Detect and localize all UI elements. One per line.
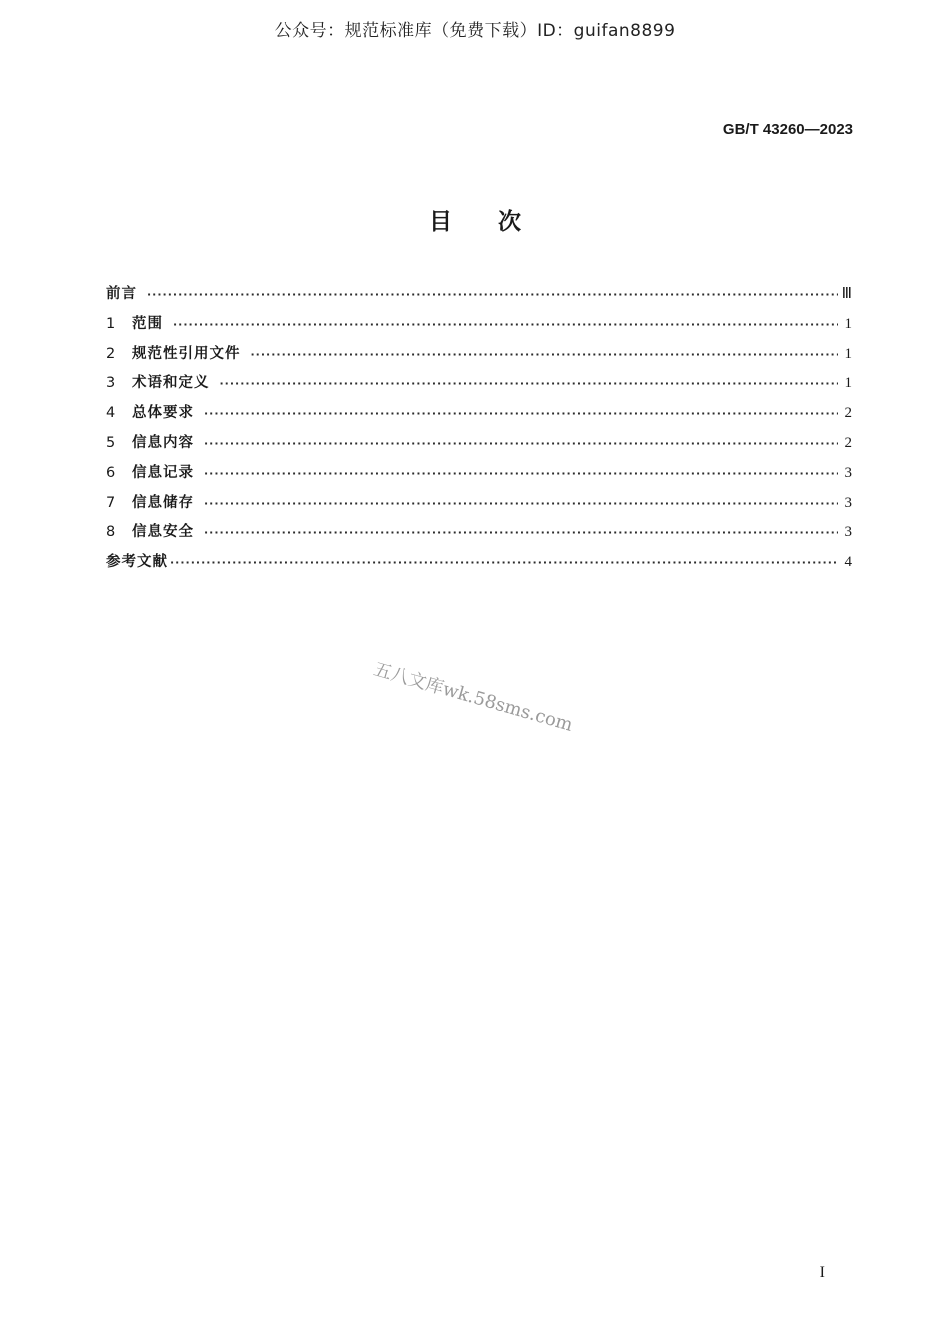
toc-entry-number: 6: [106, 464, 116, 481]
toc-entry-information-recording[interactable]: [106, 461, 852, 491]
toc-entry-normative-references[interactable]: [106, 342, 852, 372]
toc-entry-label: 范围: [132, 315, 163, 332]
table-of-contents: [106, 282, 852, 580]
toc-entry-number: 2: [106, 345, 116, 362]
toc-entry-label: 术语和定义: [132, 375, 210, 392]
toc-entry-label: 总体要求: [132, 405, 194, 422]
toc-dot-leader: [204, 526, 838, 539]
toc-dot-leader: [147, 288, 838, 301]
toc-entry-page: 1: [844, 345, 852, 362]
toc-entry-number: 1: [106, 315, 116, 332]
toc-entry-general-requirements[interactable]: [106, 401, 852, 431]
page-title: 目次: [429, 209, 567, 235]
toc-entry-label: 信息储存: [132, 494, 194, 511]
promo-banner: 公众号：规范标准库（免费下载）ID：guifan8899: [274, 21, 676, 41]
toc-entry-page: 3: [844, 524, 852, 541]
toc-entry-page: 3: [844, 494, 852, 511]
toc-entry-label: 规范性引用文件: [132, 345, 241, 362]
toc-dot-leader: [220, 377, 839, 390]
toc-entry-number: 7: [106, 494, 116, 511]
toc-entry-label: 信息记录: [132, 464, 194, 481]
toc-entry-scope[interactable]: [106, 312, 852, 342]
toc-entry-information-content[interactable]: [106, 431, 852, 461]
toc-entry-number: 8: [106, 524, 116, 541]
toc-dot-leader: [204, 467, 838, 480]
toc-entry-information-storage[interactable]: [106, 491, 852, 521]
toc-dot-leader: [251, 348, 839, 361]
toc-entry-label: 参考文献: [106, 554, 168, 571]
toc-entry-label: 信息内容: [132, 434, 194, 451]
toc-entry-label: 前言: [106, 286, 137, 302]
toc-entry-number: 5: [106, 434, 116, 451]
toc-entry-page: 2: [844, 434, 852, 451]
watermark: 五八文库wk.58sms.com: [371, 658, 576, 736]
toc-entry-page: 1: [844, 375, 852, 392]
toc-entry-label: 信息安全: [132, 524, 194, 541]
toc-dot-leader: [204, 407, 838, 420]
toc-entry-page: 2: [844, 405, 852, 422]
toc-entry-page: 4: [844, 554, 852, 571]
toc-entry-number: 4: [106, 405, 116, 422]
toc-entry-number: 3: [106, 375, 116, 392]
toc-entry-bibliography[interactable]: [106, 550, 852, 580]
toc-entry-page: 1: [844, 315, 852, 332]
toc-dot-leader: [170, 556, 838, 569]
toc-entry-terms-definitions[interactable]: [106, 371, 852, 401]
toc-dot-leader: [204, 497, 838, 510]
page-number: I: [819, 1264, 825, 1281]
toc-entry-information-security[interactable]: [106, 520, 852, 550]
standard-code: GB/T 43260—2023: [722, 121, 853, 138]
toc-entry-foreword[interactable]: [106, 282, 852, 312]
toc-dot-leader: [173, 318, 838, 331]
toc-entry-page: 3: [844, 464, 852, 481]
toc-entry-page: Ⅲ: [841, 286, 852, 302]
toc-dot-leader: [204, 437, 838, 450]
